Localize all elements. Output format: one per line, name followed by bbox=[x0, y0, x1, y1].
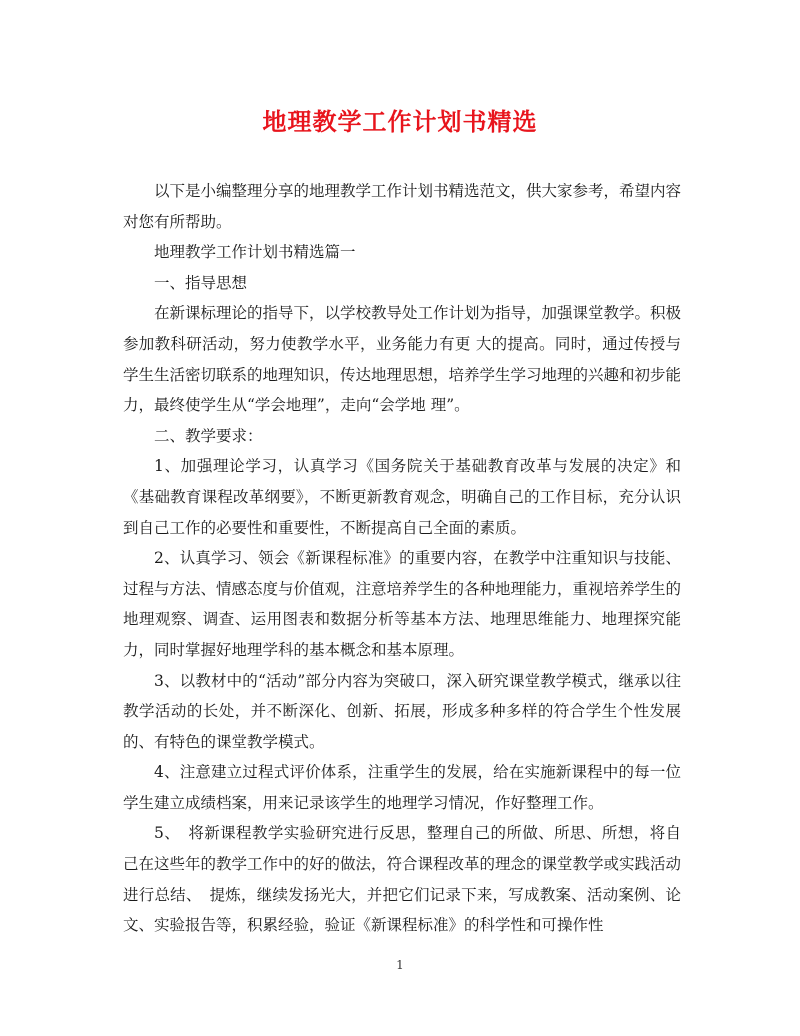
requirement-item-5: 5、 将新课程教学实验研究进行反思，整理自己的所做、所思、所想，将自己在这些年的教学工作中的好的做法，符合课程改革的理念的课堂教学或实践活动进行总结、 提炼，继续发扬光大，并把它们记录下来，写成教案、活动案例、论文、实验报告等，积累经验，验证《新课程标准》的科学性和可操作性 bbox=[123, 824, 682, 935]
requirement-item-1: 1、加强理论学习，认真学习《国务院关于基础教育改革与发展的决定》和《基础教育课程改革纲要》，不断更新教育观念，明确自己的工作目标，充分认识到自己工作的必要性和重要性，不断提高自己全面的素质。 bbox=[123, 457, 681, 537]
section-heading-teaching-requirements: 二、教学要求： bbox=[154, 426, 263, 445]
requirement-item-3: 3、以教材中的“活动”部分内容为突破口，深入研究课堂教学模式，继承以往教学活动的长处，并不断深化、创新、拓展，形成多种多样的符合学生个性发展的、有特色的课堂教学模式。 bbox=[123, 671, 681, 751]
requirement-item-4: 4、注意建立过程式评价体系，注重学生的发展，给在实施新课程中的每一位学生建立成绩档案，用来记录该学生的地理学习情况，作好整理工作。 bbox=[123, 763, 681, 812]
document-body bbox=[123, 176, 681, 941]
requirement-item-2: 2、认真学习、领会《新课程标准》的重要内容，在教学中注重知识与技能、过程与方法、情感态度与价值观，注意培养学生的各种地理能力，重视培养学生的地理观察、调查、运用图表和数据分析等基本方法、地理思维能力、地理探究能力，同时掌握好地理学科的基本概念和基本原理。 bbox=[123, 549, 682, 659]
section-heading-guiding-thought: 一、指导思想 bbox=[154, 273, 248, 292]
guiding-thought-paragraph: 在新课标理论的指导下，以学校教导处工作计划为指导，加强课堂教学。积极参加教科研活动，努力使教学水平，业务能力有更 大的提高。同时，通过传授与学生生活密切联系的地理知识，传达地理思想，培养学生学习地理的兴趣和初步能力，最终使学生从“学会地理”，走向“会学地 理”。 bbox=[123, 304, 682, 415]
intro-paragraph: 以下是小编整理分享的地理教学工作计划书精选范文，供大家参考，希望内容对您有所帮助。 bbox=[123, 182, 682, 231]
document-title: 地理教学工作计划书精选 bbox=[262, 107, 538, 136]
page-number: 1 bbox=[396, 958, 404, 972]
section-heading-article-one: 地理教学工作计划书精选篇一 bbox=[154, 243, 356, 262]
